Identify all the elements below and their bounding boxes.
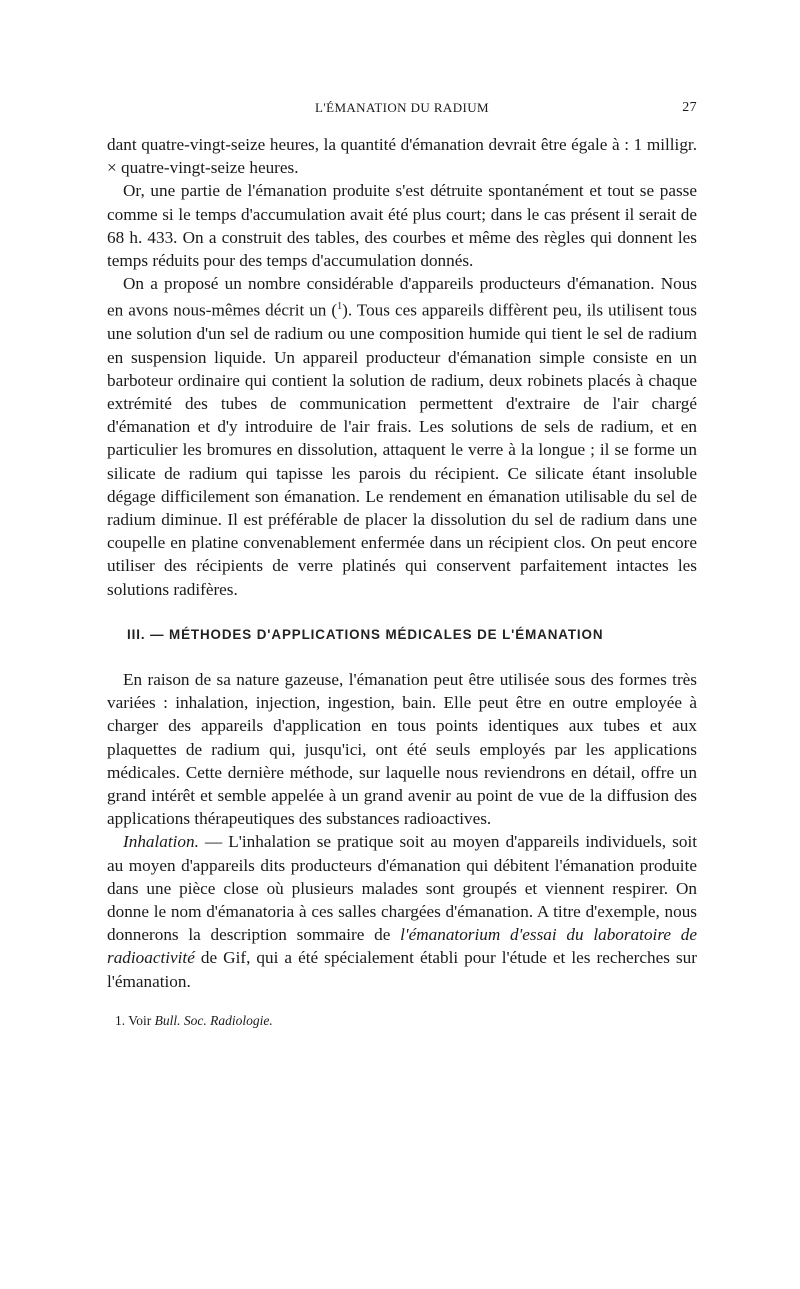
paragraph-text: On a proposé un nombre considérable d'appareils producteurs d'émanation. Nous en avons nous-mêmes décrit un ( bbox=[107, 274, 697, 321]
paragraph-inhalation bbox=[107, 830, 697, 992]
paragraph-text: de Gif, qui a été spécialement établi pour l'étude et les recherches sur l'émanation. bbox=[107, 948, 697, 991]
body-text bbox=[107, 133, 697, 993]
footnote bbox=[107, 1013, 697, 1029]
footnote-number: 1. bbox=[115, 1012, 126, 1028]
page bbox=[107, 100, 697, 1029]
section-heading: III. — MÉTHODES D'APPLICATIONS MÉDICALES DE L'ÉMANATION bbox=[127, 626, 604, 642]
footnote-reference: 1 bbox=[337, 301, 343, 313]
footnote-reference-title: Bull. Soc. Radiologie. bbox=[154, 1012, 273, 1028]
running-title: L'ÉMANATION DU RADIUM bbox=[315, 100, 489, 115]
paragraph-emanation-apparatus bbox=[107, 272, 697, 601]
footnote-prefix: Voir bbox=[125, 1012, 155, 1028]
paragraph-text: ). Tous ces appareils diffèrent peu, ils utilisent tous une solution d'un sel de radium ou une composition humide qui tient le sel de radium en suspension liquide. Un appareil producteur d'émanation simple consiste en un barboteur ordinaire qui contient la solution de radium, deux robinets placés à chaque extrémité des tubes de communication permettent d'extraire de l'air chargé d'émanation et d'y introduire de l'air frais. Les solutions de sels de radium, et en particulier les bromures en dissolution, attaquent le verre à la longue ; il se forme un silicate de radium qui tapisse les parois du récipient. Ce silicate étant insoluble dégage difficilement son émanation. Le rendement en émanation utilisable du sel de radium diminue. Il est préférable de placer la dissolution du sel de radium dans une coupelle en platine convenablement enfermée dans un récipient clos. On peut encore utiliser des récipients de verre platinés qui conservent parfaitement intactes les solutions radifères. bbox=[107, 301, 697, 599]
paragraph-accumulation-time: Or, une partie de l'émanation produite s'est détruite spontanément et tout se passe comme si le temps d'accumulation avait été plus court; dans le cas présent il serait de 68 h. 433. On a construit des tables, des courbes et même des règles qui donnent les temps réduits pour des temps d'accumulation donnés. bbox=[107, 181, 697, 271]
paragraph-application-methods: En raison de sa nature gazeuse, l'émanation peut être utilisée sous des formes très variées : inhalation, injection, ingestion, bain. Elle peut être en outre employée à charger des appareils d'application en tous points identiques aux tubes et aux plaquettes de radium qui, jusqu'ici, ont été seuls employés par les applications médicales. Cette dernière méthode, sur laquelle nous reviendrons en détail, offre un grand intérêt et semble appelée à un grand avenir au point de vue de la diffusion des applications thérapeutiques des substances radioactives. bbox=[107, 670, 697, 829]
running-head bbox=[107, 100, 697, 120]
paragraph-continuation: dant quatre-vingt-seize heures, la quantité d'émanation devrait être égale à : 1 milligr. × quatre-vingt-seize heures. bbox=[107, 135, 697, 178]
paragraph-text: — L'inhalation se pratique soit au moyen d'appareils individuels, soit au moyen d'appareils dits producteurs d'émanation qui débitent l'émanation produite dans une pièce close où plusieurs malades sont groupés et viennent respirer. On donne le nom d'émanatoria à ces salles chargées d'émanation. A titre d'exemple, nous donnerons la description sommaire de bbox=[107, 832, 697, 945]
emanatorium-title: l'émanatorium d'essai du laboratoire de radioactivité bbox=[107, 925, 697, 968]
page-number: 27 bbox=[682, 100, 697, 115]
inhalation-term: Inhalation. bbox=[123, 832, 199, 852]
